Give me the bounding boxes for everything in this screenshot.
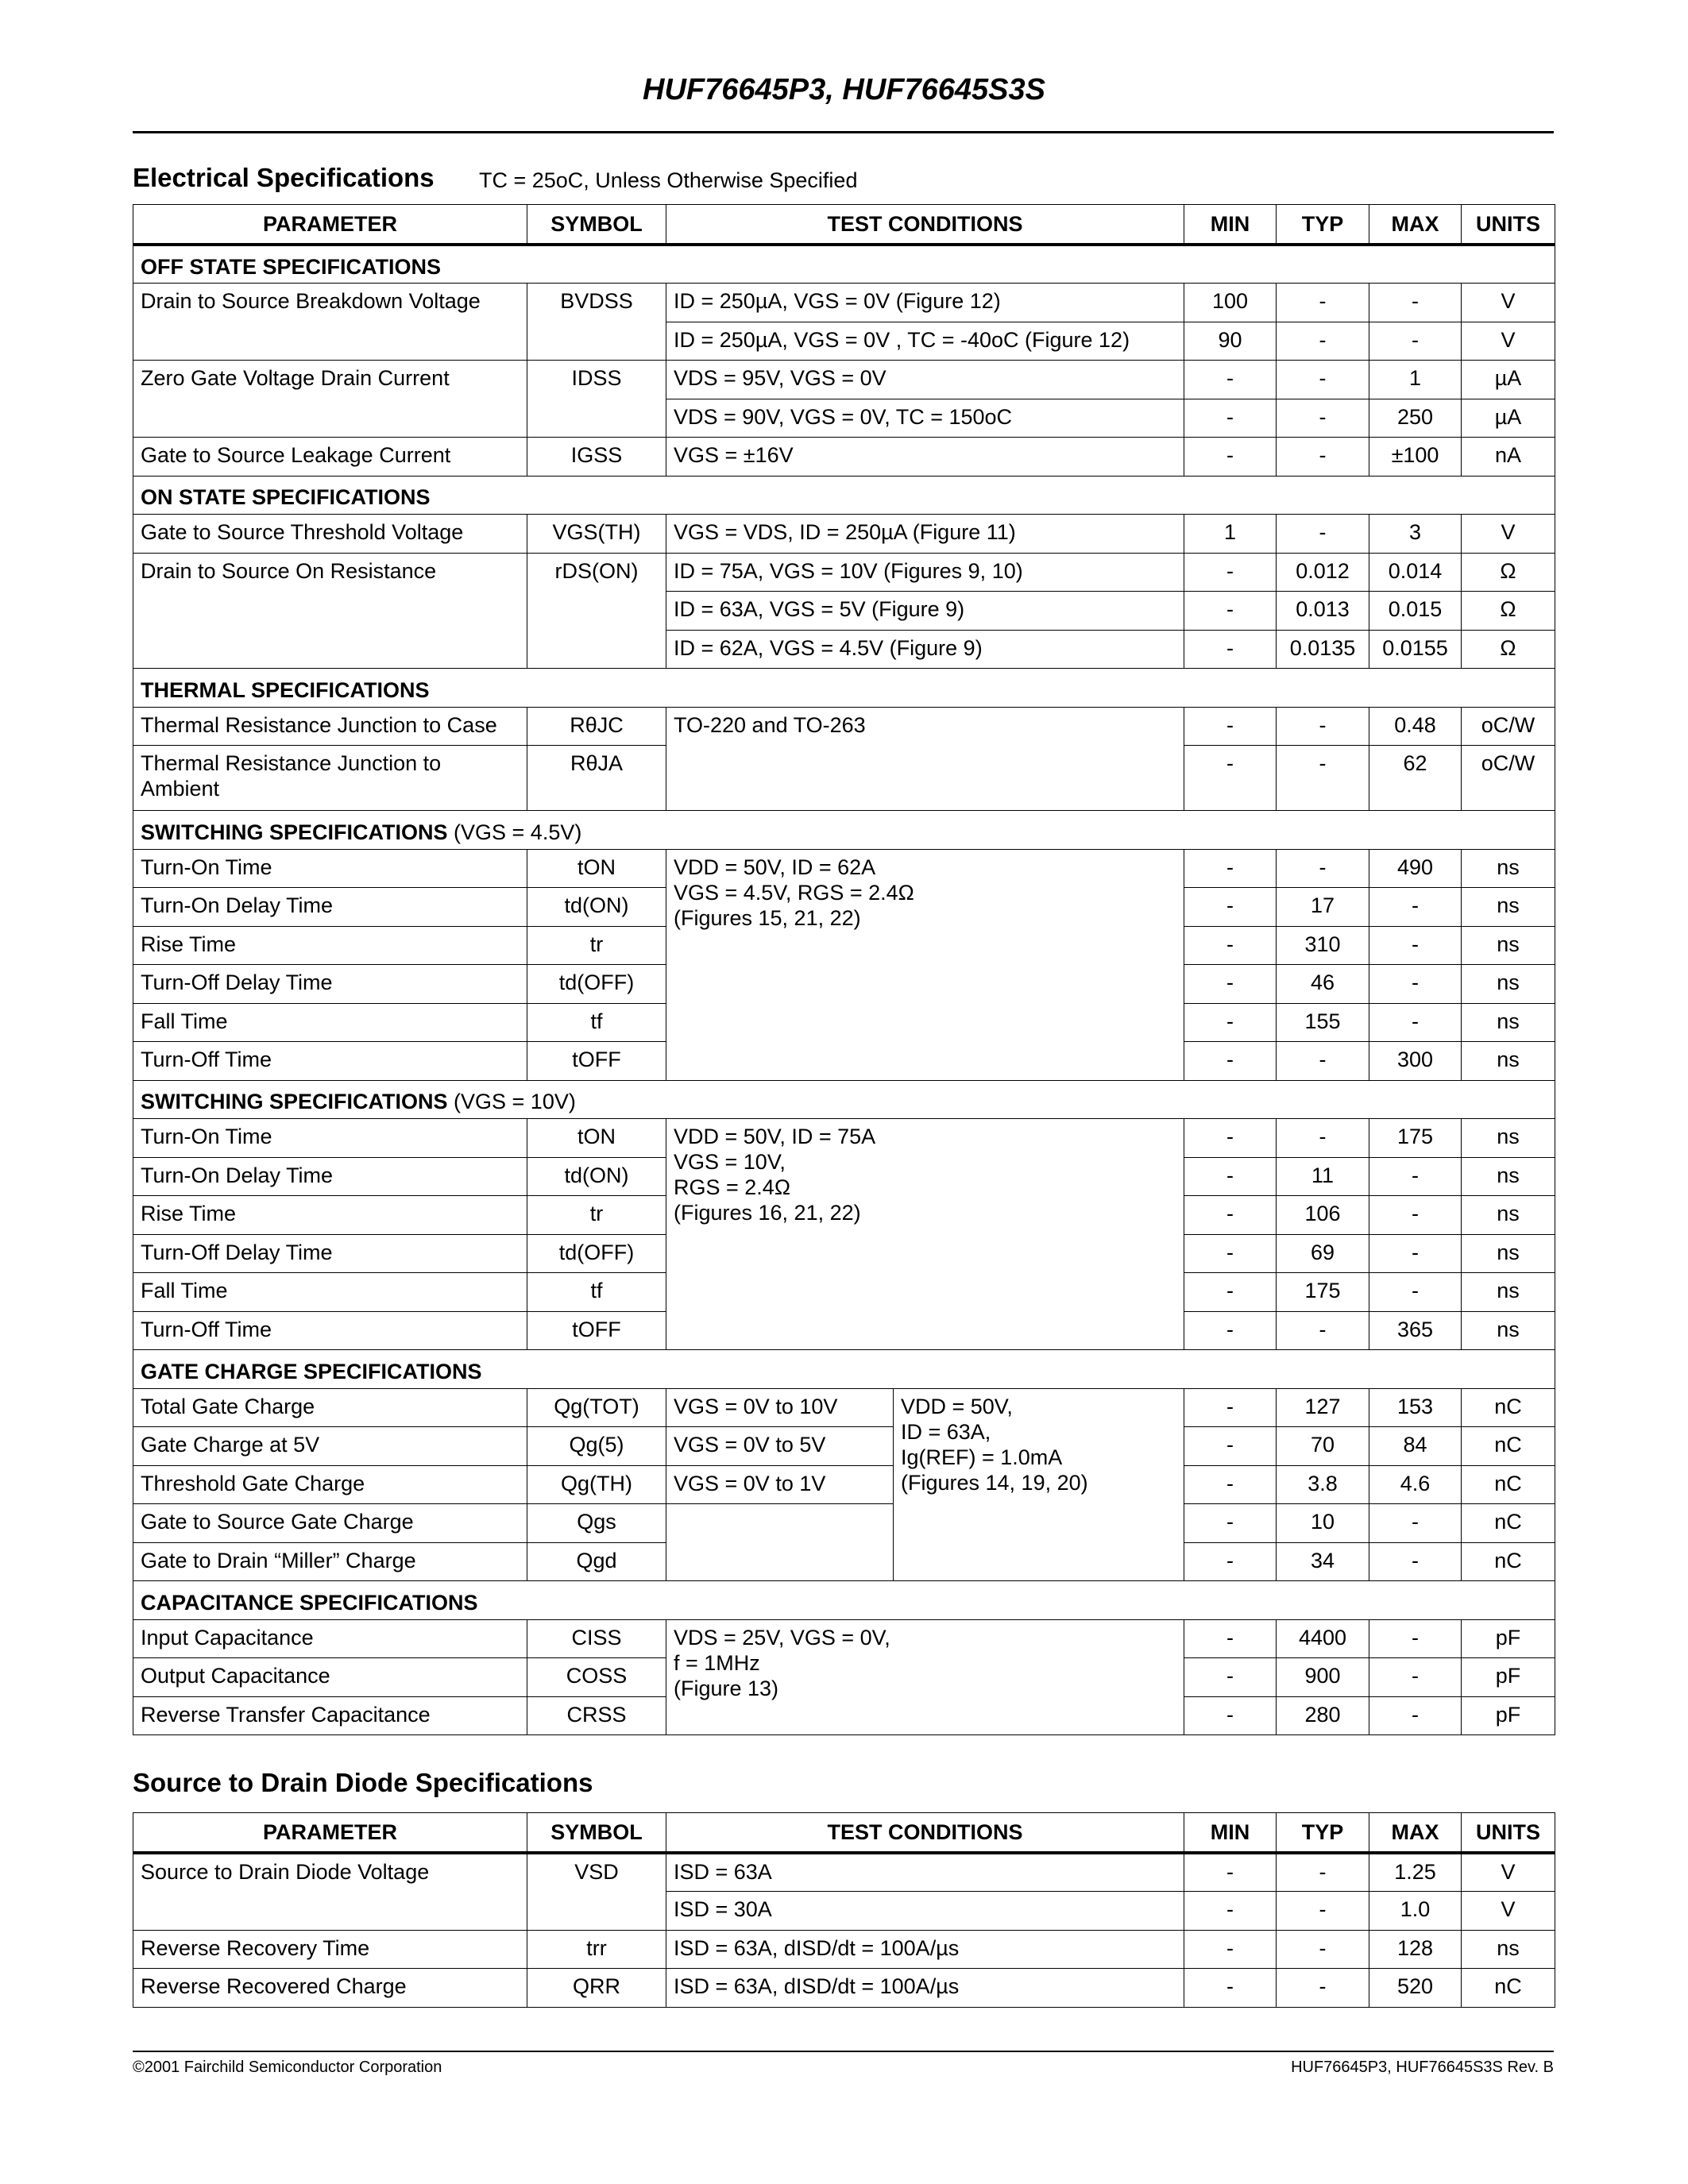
symbol-trr: trr (527, 1930, 666, 1969)
cond-bvdss-1: ID = 250µA, VGS = 0V (Figure 12) (666, 284, 1184, 322)
typ-coss: 900 (1277, 1658, 1369, 1697)
units-toff-10v: ns (1462, 1311, 1555, 1350)
max-tf-4v5: - (1369, 1003, 1462, 1042)
max-idss-1: 1 (1369, 361, 1462, 399)
cond-switching-4v5 (666, 849, 1184, 1080)
typ-bvdss-1: - (1277, 284, 1369, 322)
typ-tdon-10v: 11 (1277, 1157, 1369, 1196)
col-parameter: PARAMETER (133, 205, 527, 245)
footer-part-revision: HUF76645P3, HUF76645S3S Rev. B (1291, 2059, 1554, 2076)
typ-tdoff-4v5: 46 (1277, 965, 1369, 1004)
group-capacitance: CAPACITANCE SPECIFICATIONS (133, 1581, 1555, 1620)
max-toff-4v5: 300 (1369, 1042, 1462, 1081)
units-rds-2: Ω (1462, 592, 1555, 631)
cond-capacitance (666, 1619, 1184, 1735)
typ-ciss: 4400 (1277, 1619, 1369, 1658)
cond-cap-line2: f = 1MHz (674, 1650, 760, 1675)
symbol-idss: IDSS (527, 361, 666, 438)
param-qgs: Gate to Source Gate Charge (133, 1504, 527, 1543)
cond-vsd-1: ISD = 63A (666, 1853, 1184, 1892)
units-tf-4v5: ns (1462, 1003, 1555, 1042)
max-vth: 3 (1369, 515, 1462, 554)
min-rjc: - (1184, 707, 1277, 746)
typ-idss-2: - (1277, 399, 1369, 438)
max-qgs: - (1369, 1504, 1462, 1543)
units-rds-1: Ω (1462, 553, 1555, 592)
units-qgth: nC (1462, 1465, 1555, 1504)
min-tdon-10v: - (1184, 1157, 1277, 1196)
symbol-tdon-4v5: td(ON) (527, 888, 666, 927)
max-bvdss-1: - (1369, 284, 1462, 322)
min-tf-10v: - (1184, 1273, 1277, 1312)
typ-igss: - (1277, 438, 1369, 477)
group-switching-4v5-title: SWITCHING SPECIFICATIONS (141, 820, 448, 844)
symbol-bvdss: BVDSS (527, 284, 666, 361)
symbol-toff-10v: tOFF (527, 1311, 666, 1350)
max-rja: 62 (1369, 746, 1462, 811)
typ-bvdss-2: - (1277, 322, 1369, 361)
min-vsd-2: - (1184, 1892, 1277, 1931)
max-vsd-1: 1.25 (1369, 1853, 1462, 1892)
group-switching-10v (133, 1080, 1555, 1119)
units-crss: pF (1462, 1696, 1555, 1735)
max-toff-10v: 365 (1369, 1311, 1462, 1350)
electrical-spec-table (133, 204, 1555, 1735)
param-trr: Reverse Recovery Time (133, 1930, 527, 1969)
typ-vsd-2: - (1277, 1892, 1369, 1931)
typ-tdon-4v5: 17 (1277, 888, 1369, 927)
cond-gate-charge-common (894, 1388, 1184, 1581)
max-qgd: - (1369, 1542, 1462, 1581)
typ-tf-4v5: 155 (1277, 1003, 1369, 1042)
min-igss: - (1184, 438, 1277, 477)
max-qgth: 4.6 (1369, 1465, 1462, 1504)
typ-trr: - (1277, 1930, 1369, 1969)
cond-vsd-2: ISD = 30A (666, 1892, 1184, 1931)
typ-toff-10v: - (1277, 1311, 1369, 1350)
typ-rds-1: 0.012 (1277, 553, 1369, 592)
min-rds-3: - (1184, 630, 1277, 669)
electrical-spec-heading: Electrical Specifications (133, 163, 435, 192)
footer-copyright: ©2001 Fairchild Semiconductor Corporation (133, 2059, 442, 2076)
min-coss: - (1184, 1658, 1277, 1697)
typ-qgs: 10 (1277, 1504, 1369, 1543)
units-qrr: nC (1462, 1969, 1555, 2008)
symbol-ton-4v5: tON (527, 849, 666, 888)
cond-trr: ISD = 63A, dISD/dt = 100A/µs (666, 1930, 1184, 1969)
typ-qgth: 3.8 (1277, 1465, 1369, 1504)
param-idss: Zero Gate Voltage Drain Current (133, 361, 527, 438)
param-tdon-4v5: Turn-On Delay Time (133, 888, 527, 927)
param-rds: Drain to Source On Resistance (133, 553, 527, 669)
group-switching-10v-cond: (VGS = 10V) (454, 1090, 576, 1114)
max-rds-3: 0.0155 (1369, 630, 1462, 669)
param-qgth: Threshold Gate Charge (133, 1465, 527, 1504)
min-qgs: - (1184, 1504, 1277, 1543)
max-rds-2: 0.015 (1369, 592, 1462, 631)
footer-rule (133, 2051, 1554, 2052)
cond-cap-line1: VDS = 25V, VGS = 0V, (674, 1625, 890, 1650)
max-tdon-10v: - (1369, 1157, 1462, 1196)
units-tr-10v: ns (1462, 1196, 1555, 1235)
cond-sw10-line3: RGS = 2.4Ω (674, 1175, 790, 1199)
param-crss: Reverse Transfer Capacitance (133, 1696, 527, 1735)
min-toff-10v: - (1184, 1311, 1277, 1350)
param-ton-10v: Turn-On Time (133, 1119, 527, 1158)
cond-qrr: ISD = 63A, dISD/dt = 100A/µs (666, 1969, 1184, 2008)
typ-ton-10v: - (1277, 1119, 1369, 1158)
group-gate-charge: GATE CHARGE SPECIFICATIONS (133, 1350, 1555, 1389)
symbol-tdoff-4v5: td(OFF) (527, 965, 666, 1004)
cond-qgth: VGS = 0V to 1V (666, 1465, 894, 1504)
param-tdoff-10v: Turn-Off Delay Time (133, 1234, 527, 1273)
cond-gc-line4: (Figures 14, 19, 20) (901, 1470, 1088, 1495)
diode-col-typ: TYP (1277, 1813, 1369, 1854)
min-tdoff-4v5: - (1184, 965, 1277, 1004)
max-bvdss-2: - (1369, 322, 1462, 361)
symbol-tr-4v5: tr (527, 926, 666, 965)
max-tf-10v: - (1369, 1273, 1462, 1312)
param-tr-10v: Rise Time (133, 1196, 527, 1235)
symbol-coss: COSS (527, 1658, 666, 1697)
param-toff-4v5: Turn-Off Time (133, 1042, 527, 1081)
param-tf-10v: Fall Time (133, 1273, 527, 1312)
max-qrr: 520 (1369, 1969, 1462, 2008)
param-ciss: Input Capacitance (133, 1619, 527, 1658)
min-idss-2: - (1184, 399, 1277, 438)
min-rds-2: - (1184, 592, 1277, 631)
cond-sw10-line1: VDD = 50V, ID = 75A (674, 1125, 876, 1148)
units-trr: ns (1462, 1930, 1555, 1969)
param-rja: Thermal Resistance Junction to Ambient (133, 746, 527, 811)
cond-idss-2: VDS = 90V, VGS = 0V, TC = 150oC (666, 399, 1184, 438)
units-tdoff-4v5: ns (1462, 965, 1555, 1004)
max-idss-2: 250 (1369, 399, 1462, 438)
units-igss: nA (1462, 438, 1555, 477)
param-coss: Output Capacitance (133, 1658, 527, 1697)
max-vsd-2: 1.0 (1369, 1892, 1462, 1931)
param-tf-4v5: Fall Time (133, 1003, 527, 1042)
min-ton-10v: - (1184, 1119, 1277, 1158)
typ-tdoff-10v: 69 (1277, 1234, 1369, 1273)
diode-col-units: UNITS (1462, 1813, 1555, 1854)
max-rds-1: 0.014 (1369, 553, 1462, 592)
param-qgtot: Total Gate Charge (133, 1388, 527, 1427)
symbol-ton-10v: tON (527, 1119, 666, 1158)
symbol-ciss: CISS (527, 1619, 666, 1658)
symbol-tdon-10v: td(ON) (527, 1157, 666, 1196)
group-switching-10v-title: SWITCHING SPECIFICATIONS (141, 1090, 448, 1114)
param-tdoff-4v5: Turn-Off Delay Time (133, 965, 527, 1004)
typ-rds-3: 0.0135 (1277, 630, 1369, 669)
col-units: UNITS (1462, 205, 1555, 245)
max-crss: - (1369, 1696, 1462, 1735)
units-tdoff-10v: ns (1462, 1234, 1555, 1273)
min-ciss: - (1184, 1619, 1277, 1658)
symbol-qgtot: Qg(TOT) (527, 1388, 666, 1427)
min-idss-1: - (1184, 361, 1277, 399)
units-vsd-1: V (1462, 1853, 1555, 1892)
min-tf-4v5: - (1184, 1003, 1277, 1042)
symbol-crss: CRSS (527, 1696, 666, 1735)
min-rja: - (1184, 746, 1277, 811)
min-qgth: - (1184, 1465, 1277, 1504)
max-tr-4v5: - (1369, 926, 1462, 965)
max-tr-10v: - (1369, 1196, 1462, 1235)
units-ton-10v: ns (1462, 1119, 1555, 1158)
units-tdon-4v5: ns (1462, 888, 1555, 927)
typ-crss: 280 (1277, 1696, 1369, 1735)
symbol-rja: RθJA (527, 746, 666, 811)
min-tr-4v5: - (1184, 926, 1277, 965)
max-qg5: 84 (1369, 1427, 1462, 1466)
units-coss: pF (1462, 1658, 1555, 1697)
typ-ton-4v5: - (1277, 849, 1369, 888)
symbol-tf-4v5: tf (527, 1003, 666, 1042)
units-rjc: oC/W (1462, 707, 1555, 746)
max-tdoff-4v5: - (1369, 965, 1462, 1004)
units-vth: V (1462, 515, 1555, 554)
symbol-rjc: RθJC (527, 707, 666, 746)
units-bvdss-2: V (1462, 322, 1555, 361)
symbol-qgth: Qg(TH) (527, 1465, 666, 1504)
symbol-rds: rDS(ON) (527, 553, 666, 669)
document-title: HUF76645P3, HUF76645S3S (643, 73, 1045, 106)
cond-vth: VGS = VDS, ID = 250µA (Figure 11) (666, 515, 1184, 554)
col-test-conditions: TEST CONDITIONS (666, 205, 1184, 245)
cond-qgs-qgd-empty (666, 1504, 894, 1581)
min-vsd-1: - (1184, 1853, 1277, 1892)
electrical-spec-condition: TC = 25oC, Unless Otherwise Specified (479, 168, 858, 192)
cond-idss-1: VDS = 95V, VGS = 0V (666, 361, 1184, 399)
cond-sw10-line4: (Figures 16, 21, 22) (674, 1201, 861, 1225)
typ-tf-10v: 175 (1277, 1273, 1369, 1312)
symbol-qgd: Qgd (527, 1542, 666, 1581)
cond-rds-1: ID = 75A, VGS = 10V (Figures 9, 10) (666, 553, 1184, 592)
max-coss: - (1369, 1658, 1462, 1697)
param-vth: Gate to Source Threshold Voltage (133, 515, 527, 554)
title-rule (133, 131, 1554, 133)
col-min: MIN (1184, 205, 1277, 245)
group-off-state: OFF STATE SPECIFICATIONS (133, 245, 1555, 284)
diode-col-parameter: PARAMETER (133, 1813, 527, 1854)
symbol-qgs: Qgs (527, 1504, 666, 1543)
min-qg5: - (1184, 1427, 1277, 1466)
min-qgtot: - (1184, 1388, 1277, 1427)
symbol-tdoff-10v: td(OFF) (527, 1234, 666, 1273)
units-rja: oC/W (1462, 746, 1555, 811)
group-on-state: ON STATE SPECIFICATIONS (133, 476, 1555, 515)
typ-qgd: 34 (1277, 1542, 1369, 1581)
units-ciss: pF (1462, 1619, 1555, 1658)
typ-rds-2: 0.013 (1277, 592, 1369, 631)
symbol-vth: VGS(TH) (527, 515, 666, 554)
symbol-tf-10v: tf (527, 1273, 666, 1312)
units-qgd: nC (1462, 1542, 1555, 1581)
param-toff-10v: Turn-Off Time (133, 1311, 527, 1350)
min-trr: - (1184, 1930, 1277, 1969)
param-igss: Gate to Source Leakage Current (133, 438, 527, 477)
min-tdoff-10v: - (1184, 1234, 1277, 1273)
cond-sw45-line3: (Figures 15, 21, 22) (674, 905, 861, 930)
typ-qgtot: 127 (1277, 1388, 1369, 1427)
symbol-toff-4v5: tOFF (527, 1042, 666, 1081)
max-qgtot: 153 (1369, 1388, 1462, 1427)
max-ton-10v: 175 (1369, 1119, 1462, 1158)
min-toff-4v5: - (1184, 1042, 1277, 1081)
cond-sw10-line2: VGS = 10V, (674, 1150, 786, 1174)
typ-qrr: - (1277, 1969, 1369, 2008)
min-tr-10v: - (1184, 1196, 1277, 1235)
typ-rja: - (1277, 746, 1369, 811)
cond-rds-3: ID = 62A, VGS = 4.5V (Figure 9) (666, 630, 1184, 669)
symbol-vsd: VSD (527, 1853, 666, 1930)
cond-gc-line2: ID = 63A, (901, 1419, 991, 1444)
typ-rjc: - (1277, 707, 1369, 746)
cond-igss: VGS = ±16V (666, 438, 1184, 477)
max-ciss: - (1369, 1619, 1462, 1658)
units-idss-1: µA (1462, 361, 1555, 399)
max-tdon-4v5: - (1369, 888, 1462, 927)
symbol-qg5: Qg(5) (527, 1427, 666, 1466)
min-crss: - (1184, 1696, 1277, 1735)
units-tdon-10v: ns (1462, 1157, 1555, 1196)
col-symbol: SYMBOL (527, 205, 666, 245)
symbol-qrr: QRR (527, 1969, 666, 2008)
max-ton-4v5: 490 (1369, 849, 1462, 888)
units-toff-4v5: ns (1462, 1042, 1555, 1081)
diode-spec-table (133, 1812, 1555, 2008)
cond-rds-2: ID = 63A, VGS = 5V (Figure 9) (666, 592, 1184, 631)
param-tdon-10v: Turn-On Delay Time (133, 1157, 527, 1196)
group-switching-4v5-cond: (VGS = 4.5V) (454, 820, 582, 844)
symbol-tr-10v: tr (527, 1196, 666, 1235)
units-tr-4v5: ns (1462, 926, 1555, 965)
cond-sw45-line1: VDD = 50V, ID = 62A (674, 855, 876, 879)
typ-tr-4v5: 310 (1277, 926, 1369, 965)
max-trr: 128 (1369, 1930, 1462, 1969)
min-bvdss-2: 90 (1184, 322, 1277, 361)
min-rds-1: - (1184, 553, 1277, 592)
units-ton-4v5: ns (1462, 849, 1555, 888)
units-bvdss-1: V (1462, 284, 1555, 322)
cond-gc-line1: VDD = 50V, (901, 1394, 1013, 1418)
param-tr-4v5: Rise Time (133, 926, 527, 965)
col-max: MAX (1369, 205, 1462, 245)
max-tdoff-10v: - (1369, 1234, 1462, 1273)
cond-gc-line3: Ig(REF) = 1.0mA (901, 1445, 1063, 1469)
diode-col-max: MAX (1369, 1813, 1462, 1854)
col-typ: TYP (1277, 205, 1369, 245)
param-qg5: Gate Charge at 5V (133, 1427, 527, 1466)
min-tdon-4v5: - (1184, 888, 1277, 927)
min-bvdss-1: 100 (1184, 284, 1277, 322)
cond-sw45-line2: VGS = 4.5V, RGS = 2.4Ω (674, 880, 914, 905)
min-qgd: - (1184, 1542, 1277, 1581)
units-qgtot: nC (1462, 1388, 1555, 1427)
units-vsd-2: V (1462, 1892, 1555, 1931)
param-vsd: Source to Drain Diode Voltage (133, 1853, 527, 1930)
diode-col-test-conditions: TEST CONDITIONS (666, 1813, 1184, 1854)
param-bvdss: Drain to Source Breakdown Voltage (133, 284, 527, 361)
units-tf-10v: ns (1462, 1273, 1555, 1312)
typ-qg5: 70 (1277, 1427, 1369, 1466)
param-rjc: Thermal Resistance Junction to Case (133, 707, 527, 746)
units-rds-3: Ω (1462, 630, 1555, 669)
cond-cap-line3: (Figure 13) (674, 1676, 779, 1700)
min-ton-4v5: - (1184, 849, 1277, 888)
typ-vth: - (1277, 515, 1369, 554)
param-qrr: Reverse Recovered Charge (133, 1969, 527, 2008)
cond-bvdss-2: ID = 250µA, VGS = 0V , TC = -40oC (Figure 12) (666, 322, 1184, 361)
typ-idss-1: - (1277, 361, 1369, 399)
symbol-igss: IGSS (527, 438, 666, 477)
typ-vsd-1: - (1277, 1853, 1369, 1892)
cond-switching-10v (666, 1119, 1184, 1350)
units-idss-2: µA (1462, 399, 1555, 438)
cond-qg5: VGS = 0V to 5V (666, 1427, 894, 1466)
cond-qgtot: VGS = 0V to 10V (666, 1388, 894, 1427)
group-switching-4v5 (133, 811, 1555, 850)
min-vth: 1 (1184, 515, 1277, 554)
param-qgd: Gate to Drain “Miller” Charge (133, 1542, 527, 1581)
min-qrr: - (1184, 1969, 1277, 2008)
cond-thermal: TO-220 and TO-263 (666, 707, 1184, 811)
param-ton-4v5: Turn-On Time (133, 849, 527, 888)
units-qg5: nC (1462, 1427, 1555, 1466)
diode-spec-heading: Source to Drain Diode Specifications (133, 1768, 593, 1797)
max-igss: ±100 (1369, 438, 1462, 477)
typ-tr-10v: 106 (1277, 1196, 1369, 1235)
typ-toff-4v5: - (1277, 1042, 1369, 1081)
max-rjc: 0.48 (1369, 707, 1462, 746)
diode-col-min: MIN (1184, 1813, 1277, 1854)
diode-col-symbol: SYMBOL (527, 1813, 666, 1854)
group-thermal: THERMAL SPECIFICATIONS (133, 669, 1555, 708)
units-qgs: nC (1462, 1504, 1555, 1543)
